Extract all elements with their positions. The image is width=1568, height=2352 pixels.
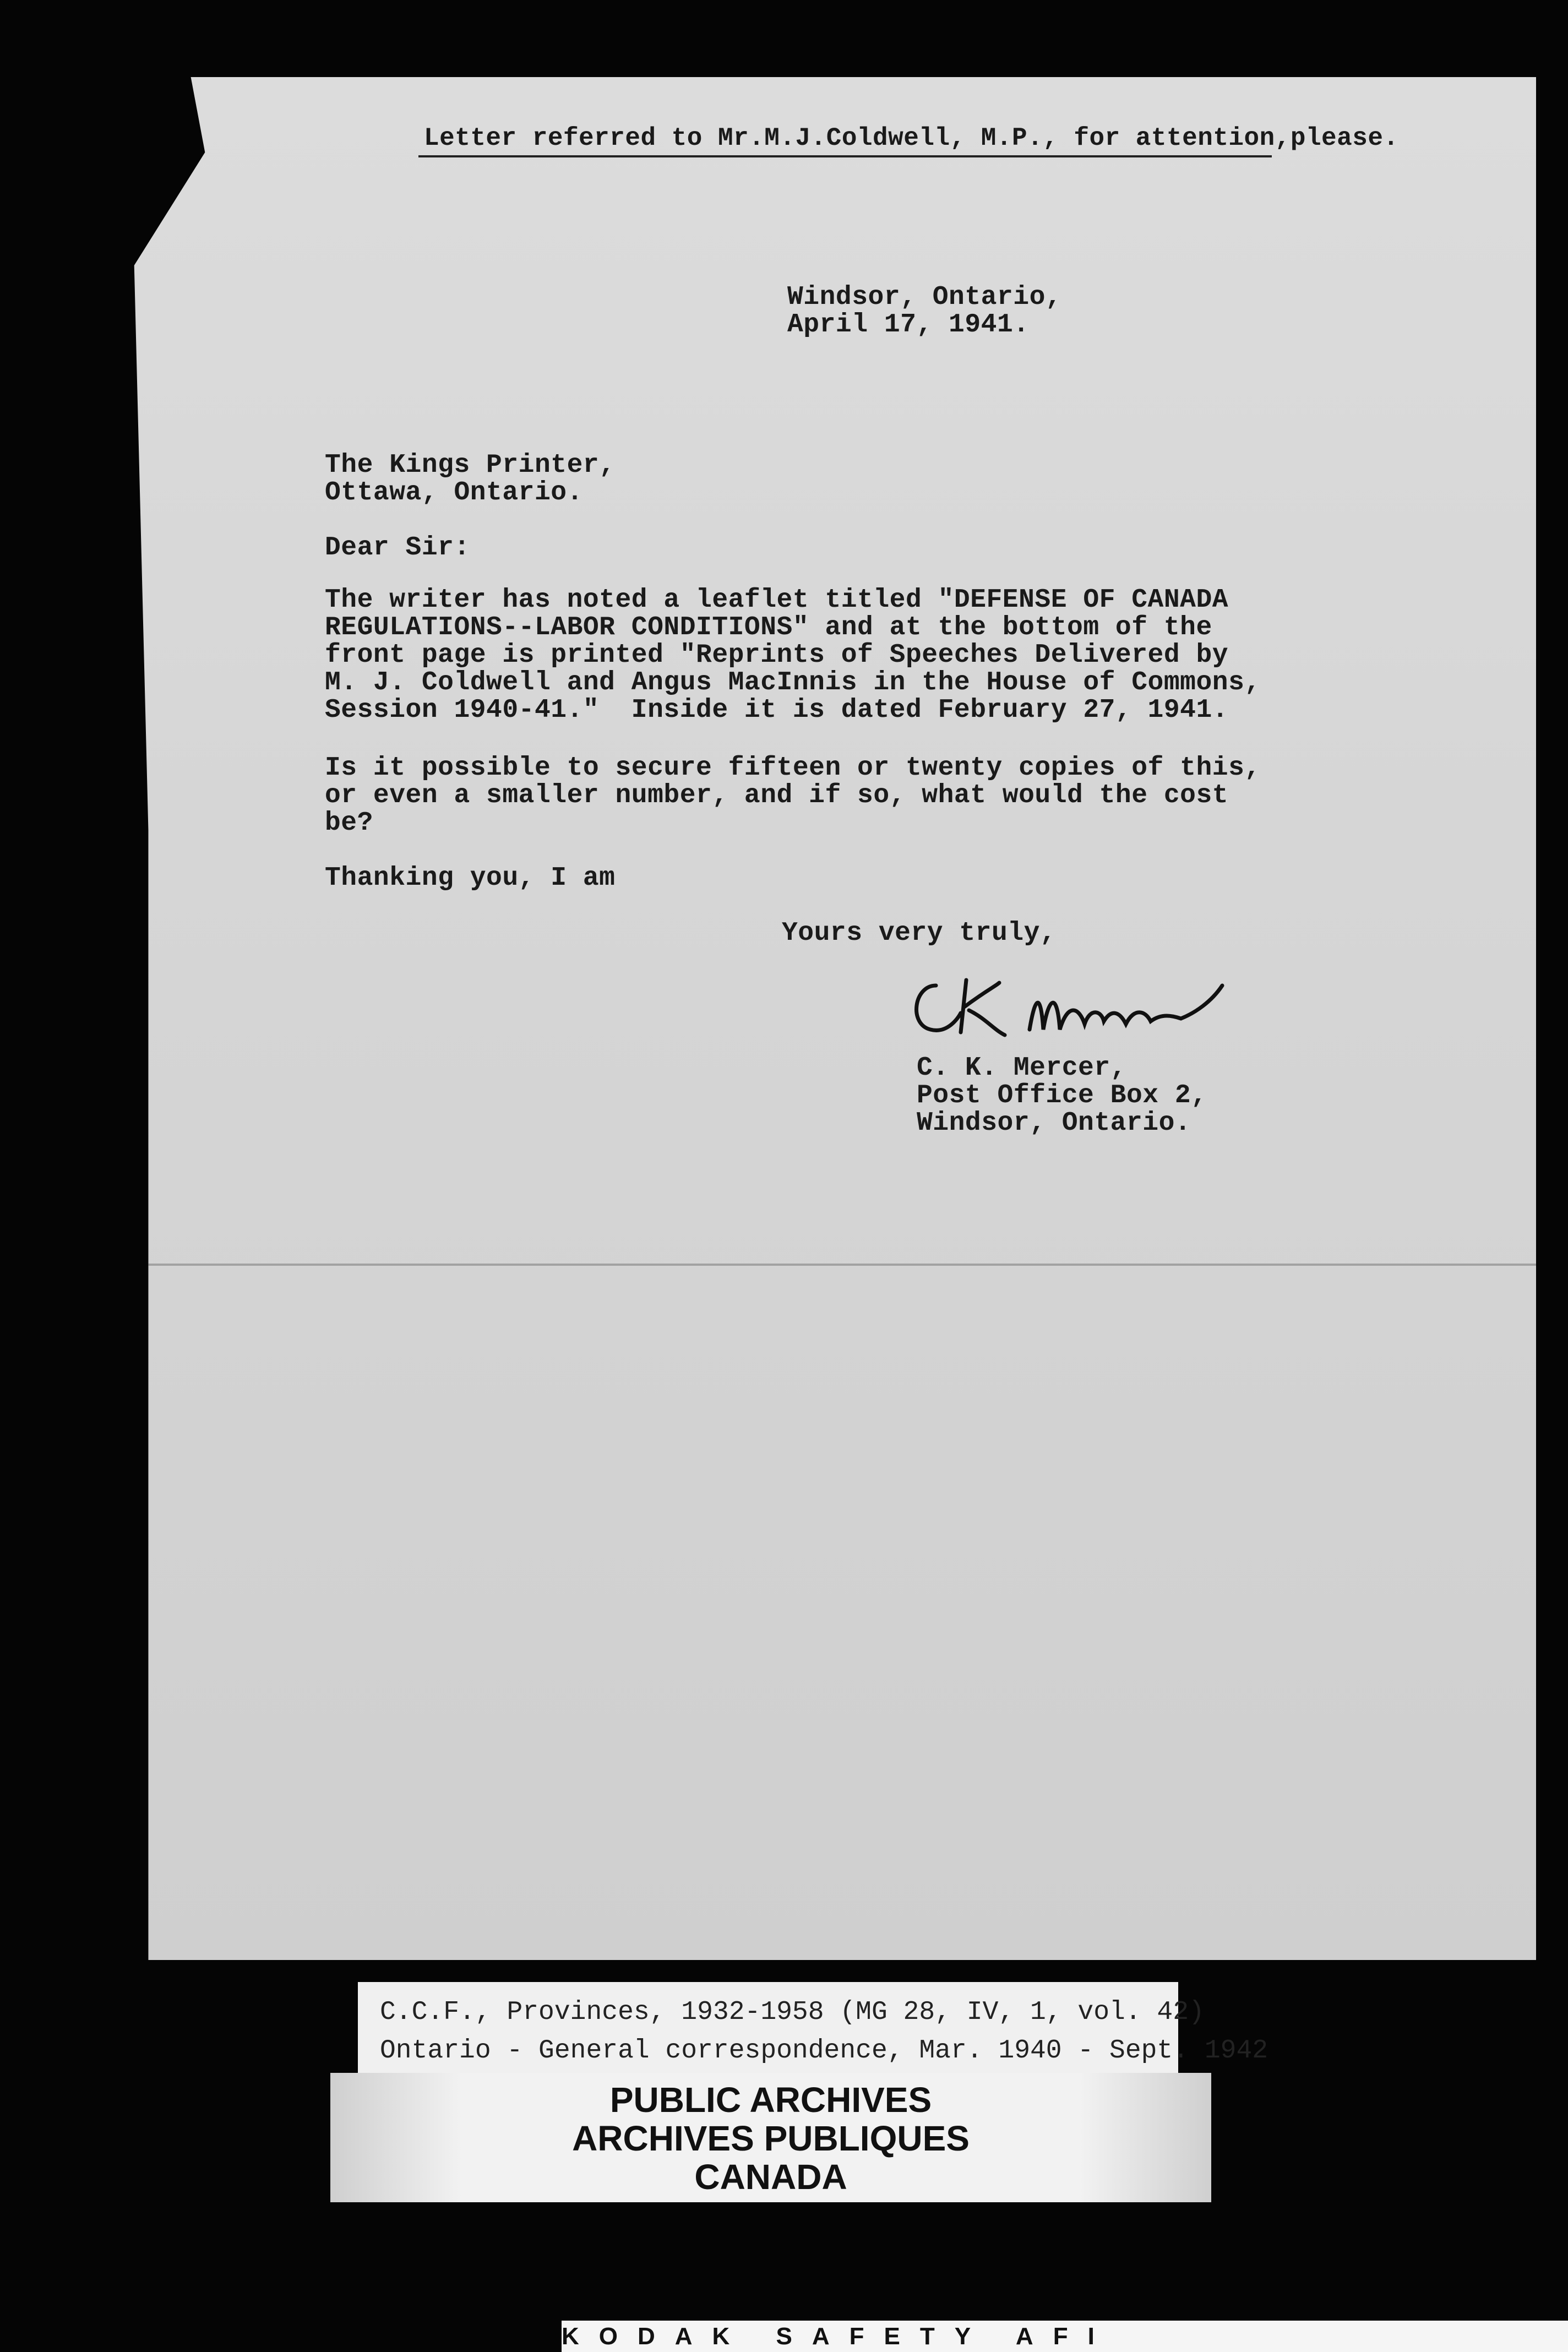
referral-underline (418, 155, 1272, 157)
archive-reference-line-2: Ontario - General correspondence, Mar. 1940 - Sept. 1942 (380, 2036, 1268, 2066)
letter-paragraph-2: Is it possible to secure fifteen or twenty copies of this, or even a smaller number, and if so, what would the cost be? (325, 753, 1261, 838)
recipient-address: The Kings Printer, Ottawa, Ontario. (325, 450, 616, 508)
sender-block: C. K. Mercer, Post Office Box 2, Windsor, Ontario. (917, 1053, 1207, 1138)
stamp-line-1: PUBLIC ARCHIVES (609, 2080, 932, 2120)
public-archives-stamp (330, 2073, 1211, 2202)
archive-reference-label (358, 1982, 1268, 2081)
archive-reference-line-1: C.C.F., Provinces, 1932-1958 (MG 28, IV, 1, vol. 42) (380, 1997, 1205, 2027)
letter-paragraph-1: The writer has noted a leaflet titled "DEFENSE OF CANADA REGULATIONS--LABOR CONDITIONS" and at the bottom of the front page is printed "Reprints of Speeches Delivered by M. J. Coldwell and Angus MacInnis in the House of Commons, Session 1940-41." Inside it is dated February 27, 1941. (325, 585, 1261, 725)
film-edge-marking: KODAK SAFETY AFI (562, 2321, 1568, 2352)
page-fold (120, 1264, 1536, 1266)
dateline: Windsor, Ontario, April 17, 1941. (787, 282, 1062, 340)
stamp-line-3: CANADA (694, 2157, 847, 2197)
closing-line: Thanking you, I am (325, 863, 616, 893)
salutation: Dear Sir: (325, 533, 470, 563)
stamp-line-2: ARCHIVES PUBLIQUES (572, 2119, 970, 2158)
valediction: Yours very truly, (782, 918, 1057, 948)
handwritten-signature (903, 963, 1288, 1052)
referral-note: Letter referred to Mr.M.J.Coldwell, M.P., for attention,please. (424, 124, 1399, 153)
letter-page (120, 77, 1536, 1960)
